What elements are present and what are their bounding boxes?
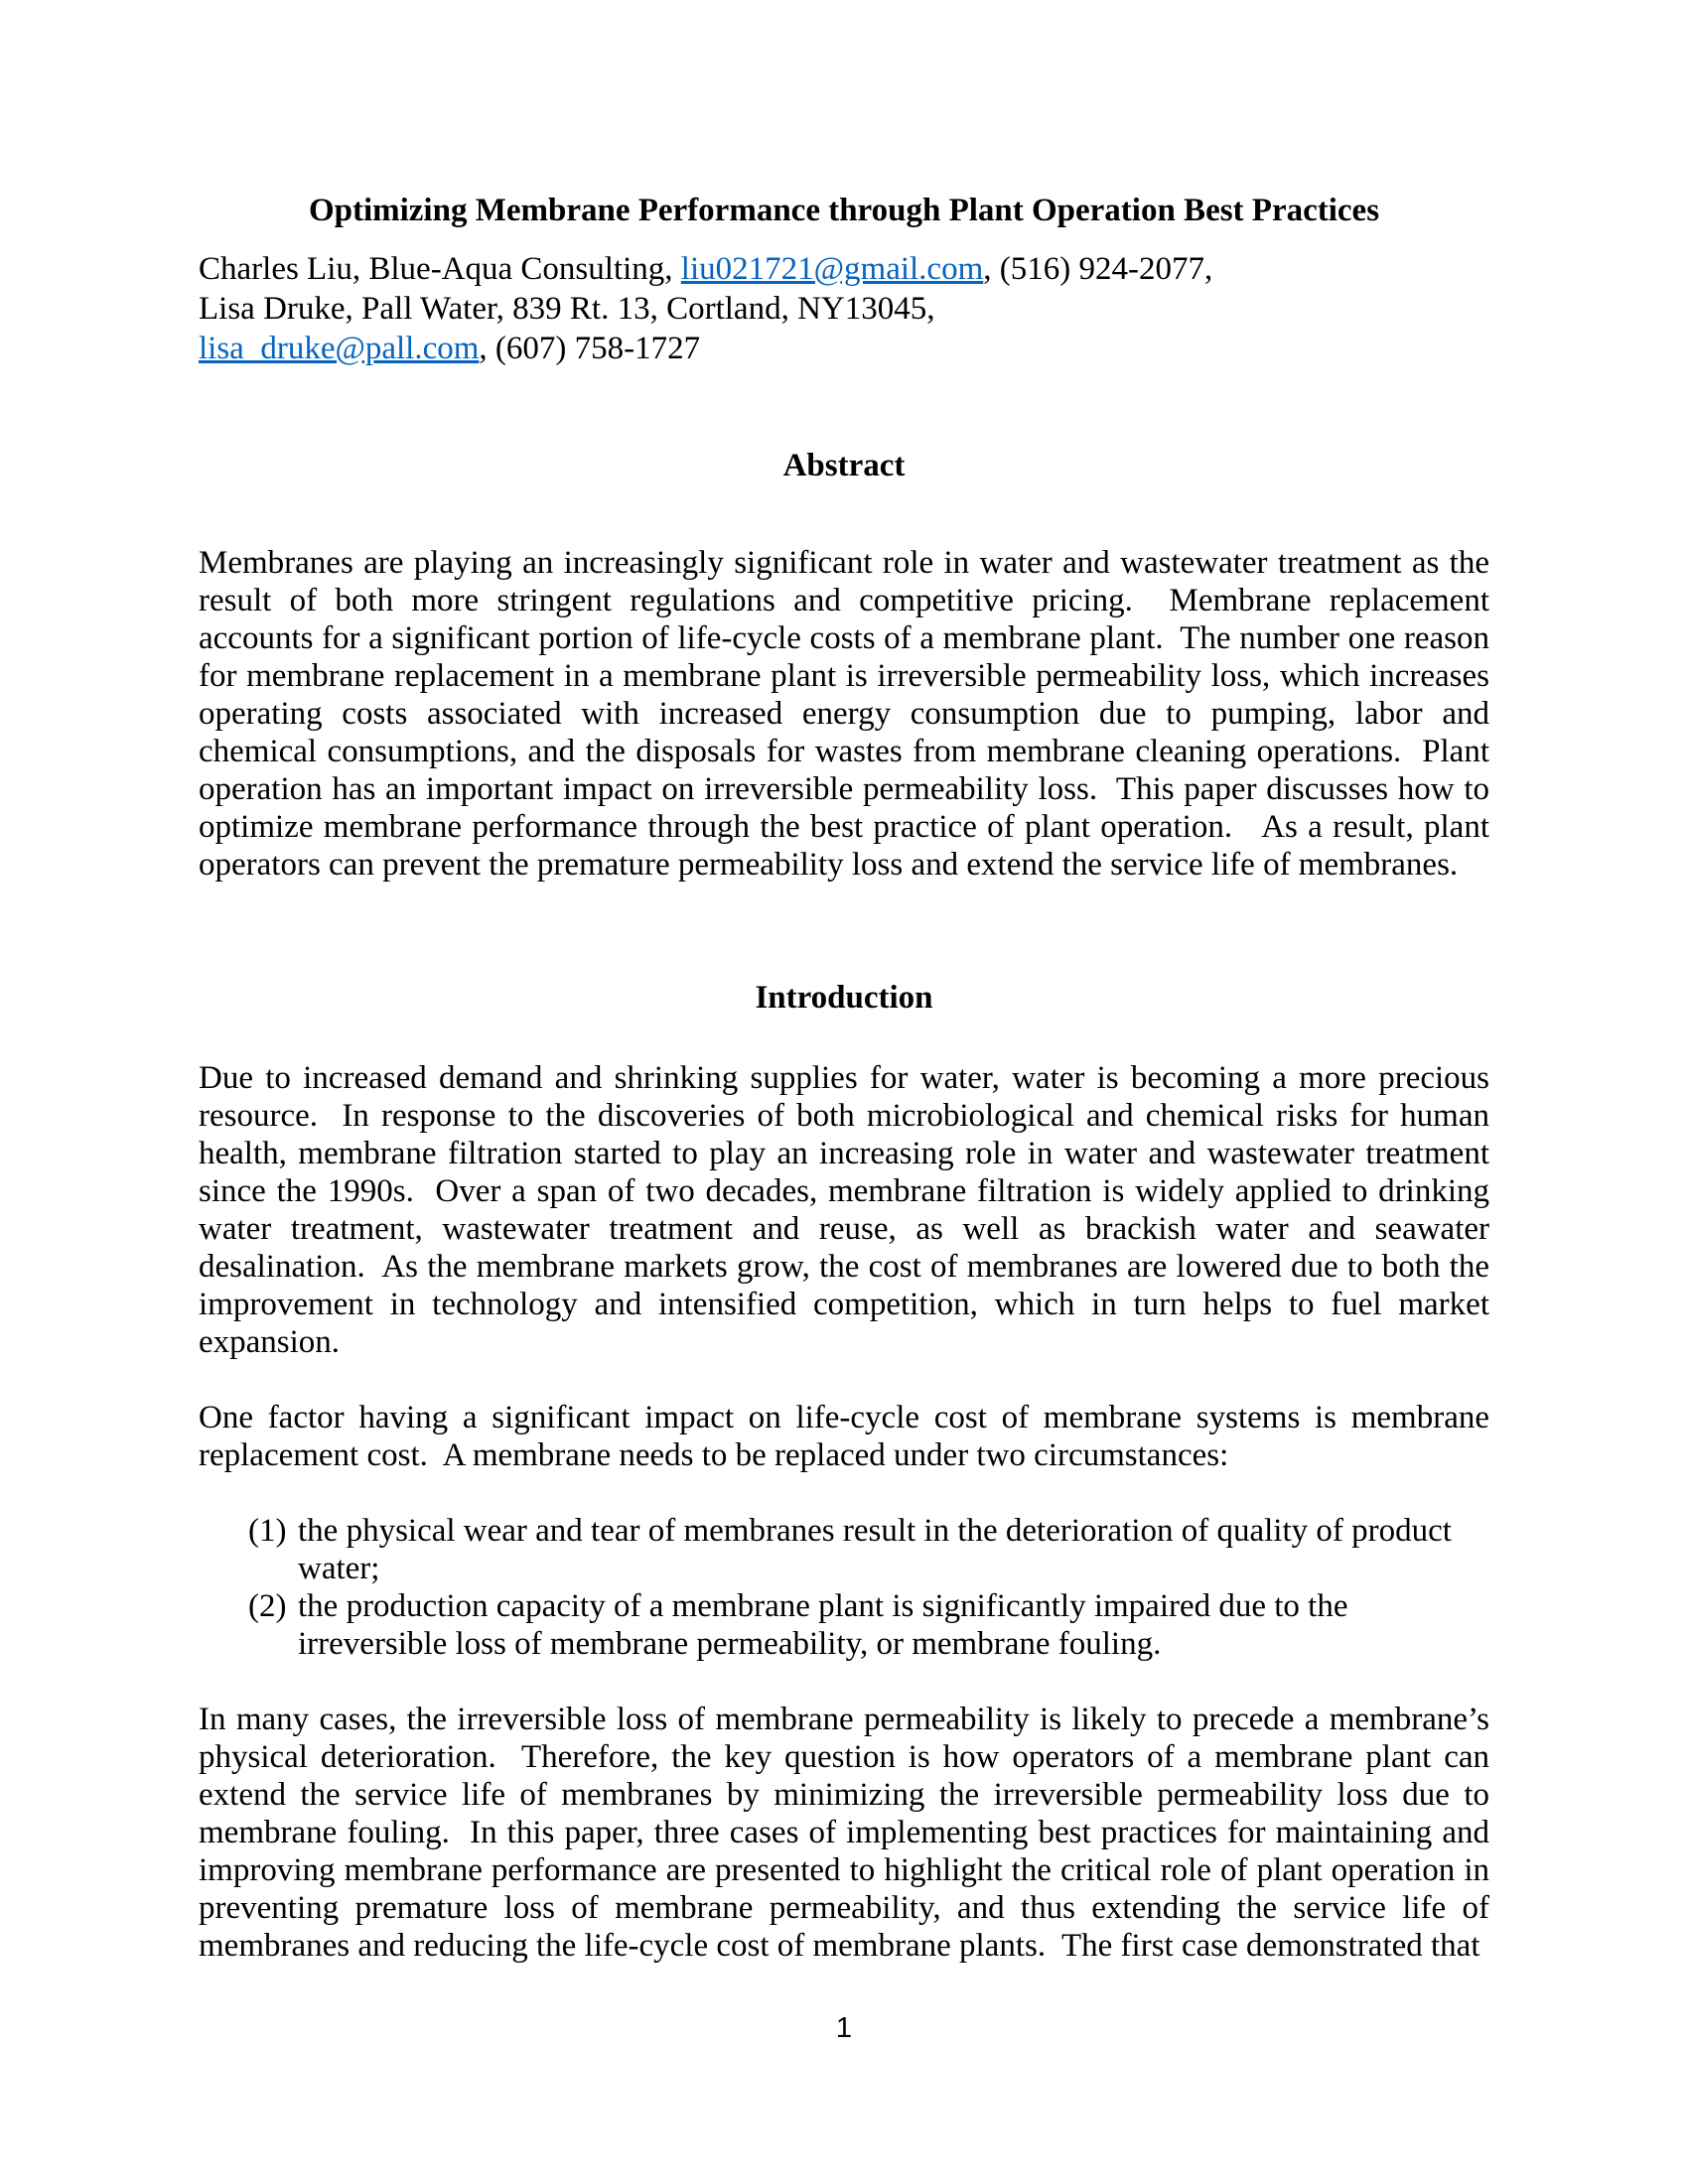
list-item-text: the physical wear and tear of membranes result in the deterioration of quality of product water; — [298, 1513, 1452, 1586]
list-item-marker: (1) — [248, 1513, 287, 1549]
author-line-2: Lisa Druke, Pall Water, 839 Rt. 13, Cortland, NY13045, — [199, 291, 935, 327]
list-item — [199, 1512, 1489, 1587]
document-page — [199, 192, 1498, 1965]
abstract-heading: Abstract — [782, 448, 906, 483]
author-1-name-affiliation: Charles Liu, Blue-Aqua Consulting, — [199, 251, 681, 287]
author-2-phone: , (607) 758-1727 — [479, 331, 701, 366]
author-line-3 — [199, 329, 1489, 368]
paper-title: Optimizing Membrane Performance through Plant Operation Best Practices — [308, 193, 1380, 228]
abstract-paragraph: Membranes are playing an increasingly significant role in water and wastewater treatment as the result of both more stringent regulations and competitive pricing. Membrane replacement accounts for a significant portion of life-cycle costs of a membrane plant. The number one reason for membrane replacement in a membrane plant is irreversible permeability loss, which increases operating costs associated with increased energy consumption due to pumping, labor and chemical consumptions, and the disposals for wastes from membrane cleaning operations. Plant operation has an important impact on irreversible permeability loss. This paper discusses how to optimize membrane performance through the best practice of plant operation. As a result, plant operators can prevent the premature permeability loss and extend the service life of membranes. — [199, 545, 1498, 883]
introduction-paragraph-2: One factor having a significant impact on life-cycle cost of membrane systems is membrane replacement cost. A membrane needs to be replaced under two circumstances: — [199, 1400, 1498, 1473]
author-line-1 — [199, 249, 1489, 289]
author-1-email-link[interactable]: liu021721@gmail.com — [680, 251, 984, 287]
author-1-phone: , (516) 924-2077, — [983, 251, 1213, 287]
author-2-email-link[interactable]: lisa_druke@pall.com — [199, 331, 480, 366]
list-item-text: the production capacity of a membrane plant is significantly impaired due to the irreversible loss of membrane permeability, or membrane fouling. — [298, 1588, 1348, 1662]
page-number: 1 — [835, 2012, 853, 2044]
introduction-heading: Introduction — [755, 980, 933, 1016]
list-item — [199, 1587, 1489, 1663]
introduction-paragraph-3: In many cases, the irreversible loss of membrane permeability is likely to precede a membrane’s physical deterioration. Therefore, the key question is how operators of a membrane plant can extend the service life of membranes by minimizing the irreversible permeability loss due to membrane fouling. In this paper, three cases of implementing best practices for maintaining and improving membrane performance are presented to highlight the critical role of plant operation in preventing premature loss of membrane permeability, and thus extending the service life of membranes and reducing the life-cycle cost of membrane plants. The first case demonstrated that — [199, 1702, 1498, 1964]
author-block — [199, 249, 1489, 368]
list-item-marker: (2) — [248, 1588, 287, 1624]
replacement-circumstances-list — [199, 1512, 1489, 1663]
introduction-paragraph-1: Due to increased demand and shrinking supplies for water, water is becoming a more precious resource. In response to the discoveries of both microbiological and chemical risks for human health, membrane filtration started to play an increasing role in water and wastewater treatment since the 1990s. Over a span of two decades, membrane filtration is widely applied to drinking water treatment, wastewater treatment and reuse, as well as brackish water and seawater desalination. As the membrane markets grow, the cost of membranes are lowered due to both the improvement in technology and intensified competition, which in turn helps to fuel market expansion. — [199, 1060, 1498, 1360]
